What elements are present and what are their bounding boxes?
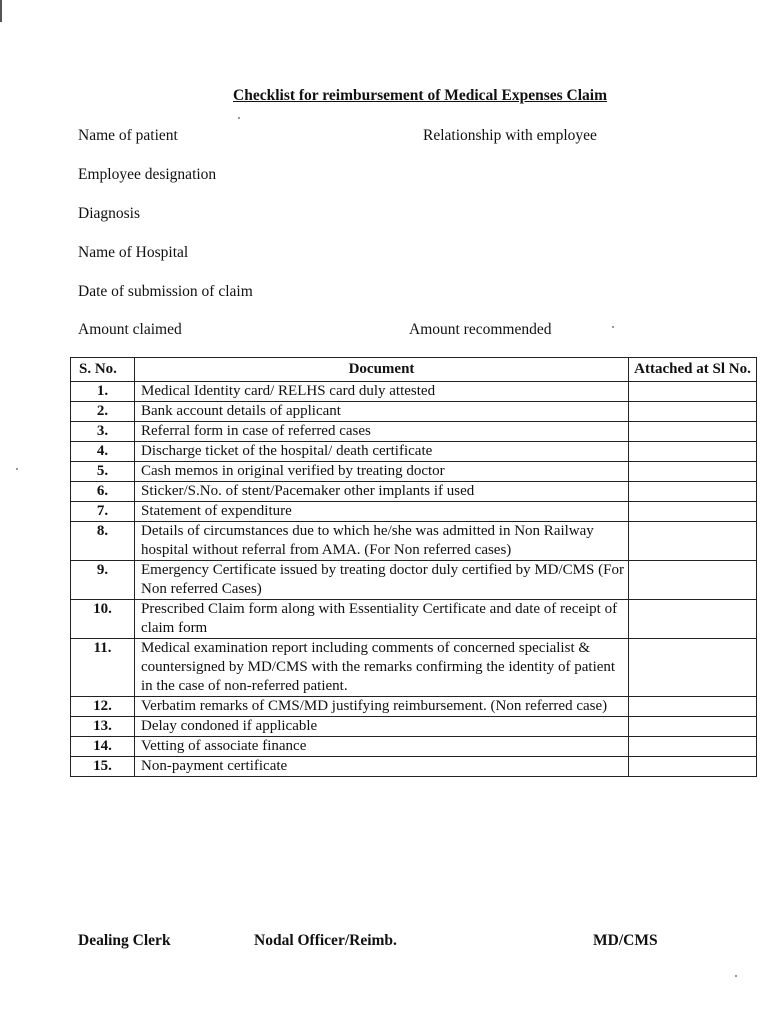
scan-speck [612, 326, 614, 328]
row-document: Cash memos in original verified by treating doctor [135, 462, 629, 482]
row-document: Delay condoned if applicable [135, 717, 629, 737]
table-row [71, 697, 757, 717]
row-attached-cell [629, 442, 757, 462]
table-row [71, 757, 757, 777]
row-attached-cell [629, 697, 757, 717]
table-row [71, 717, 757, 737]
table-row [71, 402, 757, 422]
table-row [71, 502, 757, 522]
scan-edge-mark [0, 0, 2, 22]
header-document: Document [135, 358, 629, 382]
row-sno: 11. [71, 639, 135, 697]
row-sno: 4. [71, 442, 135, 462]
table-row [71, 382, 757, 402]
amount-claimed-label: Amount claimed [78, 321, 182, 338]
row-document: Non-payment certificate [135, 757, 629, 777]
table-row [71, 462, 757, 482]
table-row [71, 600, 757, 639]
table-row [71, 442, 757, 462]
row-attached-cell [629, 422, 757, 442]
row-sno: 6. [71, 482, 135, 502]
row-sno: 15. [71, 757, 135, 777]
date-of-submission-label: Date of submission of claim [78, 283, 253, 300]
row-document: Emergency Certificate issued by treating doctor duly certified by MD/CMS (For Non referred Cases) [135, 561, 629, 600]
row-attached-cell [629, 482, 757, 502]
name-of-hospital-label: Name of Hospital [78, 244, 189, 261]
row-sno: 2. [71, 402, 135, 422]
scan-speck [238, 117, 240, 119]
row-sno: 14. [71, 737, 135, 757]
relationship-with-employee-label: Relationship with employee [423, 127, 597, 144]
row-document: Verbatim remarks of CMS/MD justifying reimbursement. (Non referred case) [135, 697, 629, 717]
diagnosis-label: Diagnosis [78, 205, 140, 222]
scan-speck [735, 975, 737, 977]
employee-designation-label: Employee designation [78, 166, 217, 183]
row-attached-cell [629, 639, 757, 697]
signature-dealing-clerk: Dealing Clerk [78, 932, 171, 949]
row-sno: 3. [71, 422, 135, 442]
row-sno: 13. [71, 717, 135, 737]
header-sno: S. No. [71, 358, 135, 382]
row-document: Statement of expenditure [135, 502, 629, 522]
row-document: Discharge ticket of the hospital/ death certificate [135, 442, 629, 462]
table-row [71, 561, 757, 600]
header-attached: Attached at Sl No. [629, 358, 757, 382]
scan-speck [16, 468, 18, 470]
signature-md-cms: MD/CMS [593, 932, 658, 949]
row-sno: 8. [71, 522, 135, 561]
row-attached-cell [629, 717, 757, 737]
row-attached-cell [629, 522, 757, 561]
table-row [71, 482, 757, 502]
table-row [71, 522, 757, 561]
row-attached-cell [629, 737, 757, 757]
row-attached-cell [629, 502, 757, 522]
documents-checklist-table [70, 357, 757, 777]
row-document: Referral form in case of referred cases [135, 422, 629, 442]
table-row [71, 639, 757, 697]
row-sno: 10. [71, 600, 135, 639]
signature-nodal-officer: Nodal Officer/Reimb. [254, 932, 397, 949]
row-document: Medical Identity card/ RELHS card duly attested [135, 382, 629, 402]
row-document: Bank account details of applicant [135, 402, 629, 422]
row-document: Details of circumstances due to which he/she was admitted in Non Railway hospital without referral from AMA. (For Non referred cases) [135, 522, 629, 561]
table-row [71, 422, 757, 442]
row-attached-cell [629, 561, 757, 600]
row-document: Medical examination report including comments of concerned specialist & countersigned by MD/CMS with the remarks confirming the identity of patient in the case of non-referred patient. [135, 639, 629, 697]
form-title: Checklist for reimbursement of Medical Expenses Claim [233, 87, 607, 104]
row-sno: 5. [71, 462, 135, 482]
row-attached-cell [629, 757, 757, 777]
row-sno: 7. [71, 502, 135, 522]
row-document: Prescribed Claim form along with Essentiality Certificate and date of receipt of claim form [135, 600, 629, 639]
table-row [71, 737, 757, 757]
row-attached-cell [629, 462, 757, 482]
row-sno: 9. [71, 561, 135, 600]
table-header-row [71, 358, 757, 382]
row-attached-cell [629, 382, 757, 402]
row-document: Sticker/S.No. of stent/Pacemaker other implants if used [135, 482, 629, 502]
row-attached-cell [629, 600, 757, 639]
name-of-patient-label: Name of patient [78, 127, 178, 144]
row-sno: 1. [71, 382, 135, 402]
row-sno: 12. [71, 697, 135, 717]
amount-recommended-label: Amount recommended [409, 321, 552, 338]
row-attached-cell [629, 402, 757, 422]
row-document: Vetting of associate finance [135, 737, 629, 757]
